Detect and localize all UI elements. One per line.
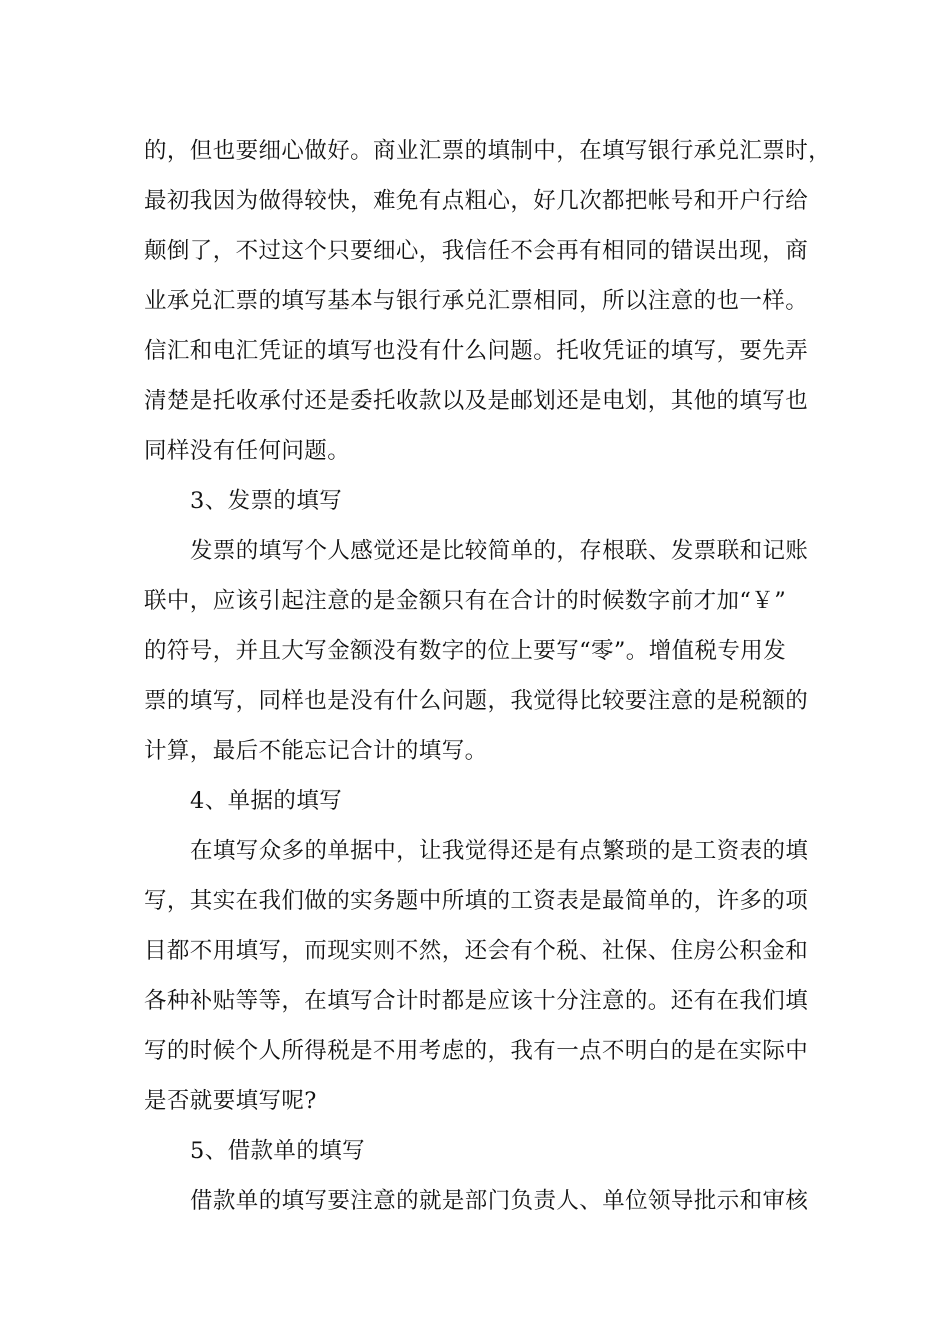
body-text-line: 写，其实在我们做的实务题中所填的工资表是最简单的，许多的项 [144,888,809,914]
body-text-line: 颠倒了，不过这个只要细心，我信任不会再有相同的错误出现，商 [144,238,809,264]
body-text-line: 票的填写，同样也是没有什么问题，我觉得比较要注意的是税额的 [144,688,809,714]
body-text-line: 清楚是托收承付还是委托收款以及是邮划还是电划，其他的填写也 [144,388,809,414]
body-text-line: 的符号，并且大写金额没有数字的位上要写“零”。增值税专用发 [144,638,787,664]
body-text-line: 同样没有任何问题。 [144,438,351,464]
section-heading: 4、单据的填写 [190,788,343,814]
body-text-line: 写的时候个人所得税是不用考虑的，我有一点不明白的是在实际中 [144,1038,809,1064]
body-text-line: 借款单的填写要注意的就是部门负责人、单位领导批示和审核 [190,1188,809,1214]
body-text-line: 发票的填写个人感觉还是比较简单的，存根联、发票联和记账 [190,538,809,564]
body-text-line: 各种补贴等等，在填写合计时都是应该十分注意的。还有在我们填 [144,988,809,1014]
section-heading: 5、借款单的填写 [190,1138,366,1164]
body-text-line: 业承兑汇票的填写基本与银行承兑汇票相同，所以注意的也一样。 [144,288,809,314]
body-text-line: 最初我因为做得较快，难免有点粗心，好几次都把帐号和开户行给 [144,188,809,214]
body-text-line: 计算，最后不能忘记合计的填写。 [144,738,488,764]
body-text-line: 联中，应该引起注意的是金额只有在合计的时候数字前才加“￥” [144,588,787,614]
body-text-line: 的，但也要细心做好。商业汇票的填制中，在填写银行承兑汇票时， [144,138,832,164]
body-text-line: 在填写众多的单据中，让我觉得还是有点繁琐的是工资表的填 [190,838,809,864]
body-text-line: 目都不用填写，而现实则不然，还会有个税、社保、住房公积金和 [144,938,809,964]
body-text-line: 信汇和电汇凭证的填写也没有什么问题。托收凭证的填写，要先弄 [144,338,809,364]
section-heading: 3、发票的填写 [190,488,343,514]
body-text-line: 是否就要填写呢? [144,1088,317,1114]
